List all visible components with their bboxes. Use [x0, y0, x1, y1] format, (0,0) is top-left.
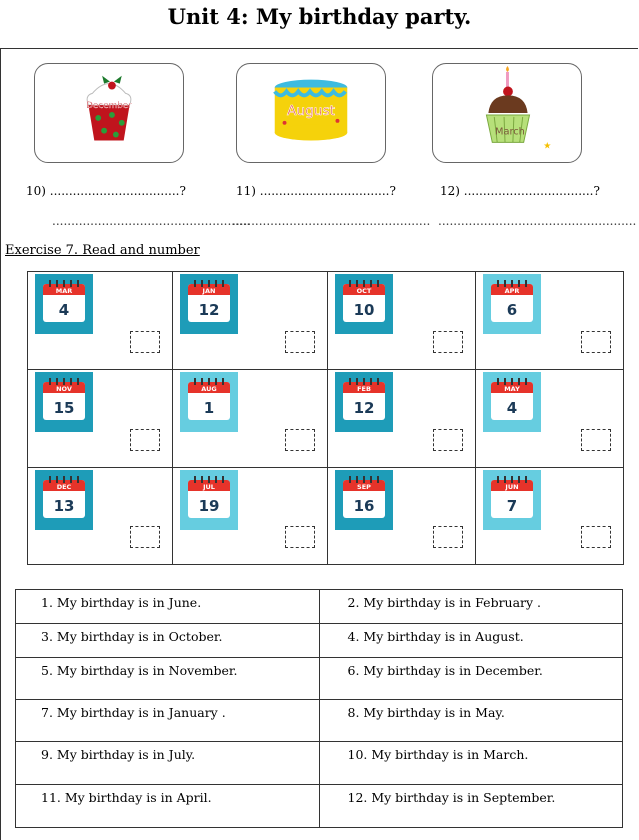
answer-box[interactable] [285, 331, 315, 353]
question-11 [236, 184, 396, 198]
question-blank[interactable]: ..................................? [463, 184, 600, 198]
sentence-text: 10. My birthday is in March. [347, 747, 529, 762]
calendar-cell [476, 468, 624, 565]
sentence-table [15, 589, 623, 828]
sentence-text: 9. My birthday is in July. [41, 747, 196, 762]
sentence-row [16, 785, 623, 828]
calendar-month: MAY [504, 385, 520, 393]
answer-box[interactable] [130, 429, 160, 451]
answer-box[interactable] [581, 429, 611, 451]
calendar-day: 4 [506, 399, 518, 417]
calendar-month: JAN [202, 287, 216, 295]
calendar-icon [35, 372, 93, 432]
answer-box[interactable] [433, 331, 463, 353]
calendar-month: SEP [357, 483, 371, 491]
calendar-day: 16 [353, 497, 375, 515]
calendar-month: MAR [55, 287, 73, 295]
calendar-cell [328, 468, 476, 565]
sentence-text: 6. My birthday is in December. [347, 663, 543, 678]
answer-box[interactable] [130, 331, 160, 353]
calendar-month: AUG [201, 385, 217, 393]
calendar-icon [335, 274, 393, 334]
answer-line-12[interactable]: .................................................... [438, 214, 637, 228]
sentence-cell [319, 742, 623, 785]
christmas-cupcake-icon [35, 64, 183, 162]
calendar-row [28, 468, 624, 565]
calendar-month: JUN [505, 483, 519, 491]
calendar-icon [483, 372, 541, 432]
calendar-month: APR [504, 287, 520, 295]
calendar-icon [483, 274, 541, 334]
august-label: August [286, 102, 336, 119]
answer-box[interactable] [285, 429, 315, 451]
calendar-day: 10 [353, 301, 375, 319]
calendar-day: 7 [506, 497, 518, 515]
calendar-icon [180, 372, 238, 432]
sentence-cell [16, 742, 320, 785]
picture-card-august [236, 63, 386, 163]
calendar-month: JUL [203, 483, 215, 491]
calendar-day: 4 [58, 301, 70, 319]
sentence-text: 4. My birthday is in August. [347, 629, 524, 644]
answer-box[interactable] [130, 526, 160, 548]
question-number: 11) [236, 184, 256, 198]
star-icon: ★ [543, 141, 552, 152]
calendar-day: 1 [203, 399, 215, 417]
calendar-day: 13 [53, 497, 75, 515]
picture-card-march [432, 63, 582, 163]
calendar-icon [180, 470, 238, 530]
sentence-text: 7. My birthday is in January . [41, 705, 226, 720]
sentence-row [16, 624, 623, 658]
calendar-cell [173, 468, 328, 565]
december-label: December [86, 101, 132, 112]
cupcake-icon [433, 64, 581, 162]
sentence-row [16, 700, 623, 742]
sentence-cell [319, 658, 623, 700]
calendar-cell [28, 272, 173, 370]
birthday-cake-icon [237, 64, 385, 162]
question-10 [26, 184, 186, 198]
calendar-day: 6 [506, 301, 518, 319]
question-blank[interactable]: ..................................? [49, 184, 186, 198]
calendar-row [28, 370, 624, 468]
sentence-text: 5. My birthday is in November. [41, 663, 238, 678]
sentence-cell [16, 590, 320, 624]
march-label: March [495, 126, 525, 138]
calendar-day: 19 [198, 497, 220, 515]
calendar-cell [173, 272, 328, 370]
calendar-day: 12 [198, 301, 220, 319]
calendar-day: 15 [53, 399, 75, 417]
sentence-cell [319, 590, 623, 624]
question-blank[interactable]: ..................................? [259, 184, 396, 198]
calendar-icon [180, 274, 238, 334]
calendar-month: FEB [357, 385, 371, 393]
calendar-grid [27, 271, 624, 565]
sentence-cell [16, 658, 320, 700]
sentence-cell [16, 700, 320, 742]
sentence-cell [319, 700, 623, 742]
calendar-icon [35, 274, 93, 334]
picture-card-december [34, 63, 184, 163]
sentence-text: 1. My birthday is in June. [41, 595, 202, 610]
sentence-cell [319, 785, 623, 828]
calendar-cell [28, 370, 173, 468]
sentence-text: 2. My birthday is in February . [347, 595, 542, 610]
calendar-row [28, 272, 624, 370]
calendar-cell [328, 370, 476, 468]
calendar-month: NOV [56, 385, 72, 393]
sentence-cell [16, 785, 320, 828]
sentence-text: 12. My birthday is in September. [347, 790, 556, 805]
question-number: 10) [26, 184, 46, 198]
calendar-day: 12 [353, 399, 375, 417]
answer-box[interactable] [581, 526, 611, 548]
calendar-cell [173, 370, 328, 468]
calendar-icon [483, 470, 541, 530]
calendar-icon [35, 470, 93, 530]
answer-box[interactable] [581, 331, 611, 353]
calendar-cell [328, 272, 476, 370]
answer-box[interactable] [285, 526, 315, 548]
sentence-text: 11. My birthday is in April. [41, 790, 212, 805]
answer-box[interactable] [433, 429, 463, 451]
calendar-month: OCT [356, 287, 372, 295]
sentence-row [16, 590, 623, 624]
sentence-cell [16, 624, 320, 658]
answer-box[interactable] [433, 526, 463, 548]
exercise-title: Exercise 7. Read and number [5, 243, 200, 258]
calendar-icon [335, 470, 393, 530]
answer-line-10[interactable]: .................................................... [52, 214, 251, 228]
calendar-month: DEC [56, 483, 72, 491]
sentence-cell [319, 624, 623, 658]
sentence-text: 8. My birthday is in May. [347, 705, 505, 720]
sentence-row [16, 658, 623, 700]
question-number: 12) [440, 184, 460, 198]
page-title: Unit 4: My birthday party. [167, 4, 472, 29]
calendar-cell [476, 370, 624, 468]
question-12 [440, 184, 600, 198]
calendar-cell [476, 272, 624, 370]
calendar-icon [335, 372, 393, 432]
sentence-row [16, 742, 623, 785]
answer-line-11[interactable]: .................................................... [232, 214, 431, 228]
sentence-text: 3. My birthday is in October. [41, 629, 223, 644]
calendar-cell [28, 468, 173, 565]
